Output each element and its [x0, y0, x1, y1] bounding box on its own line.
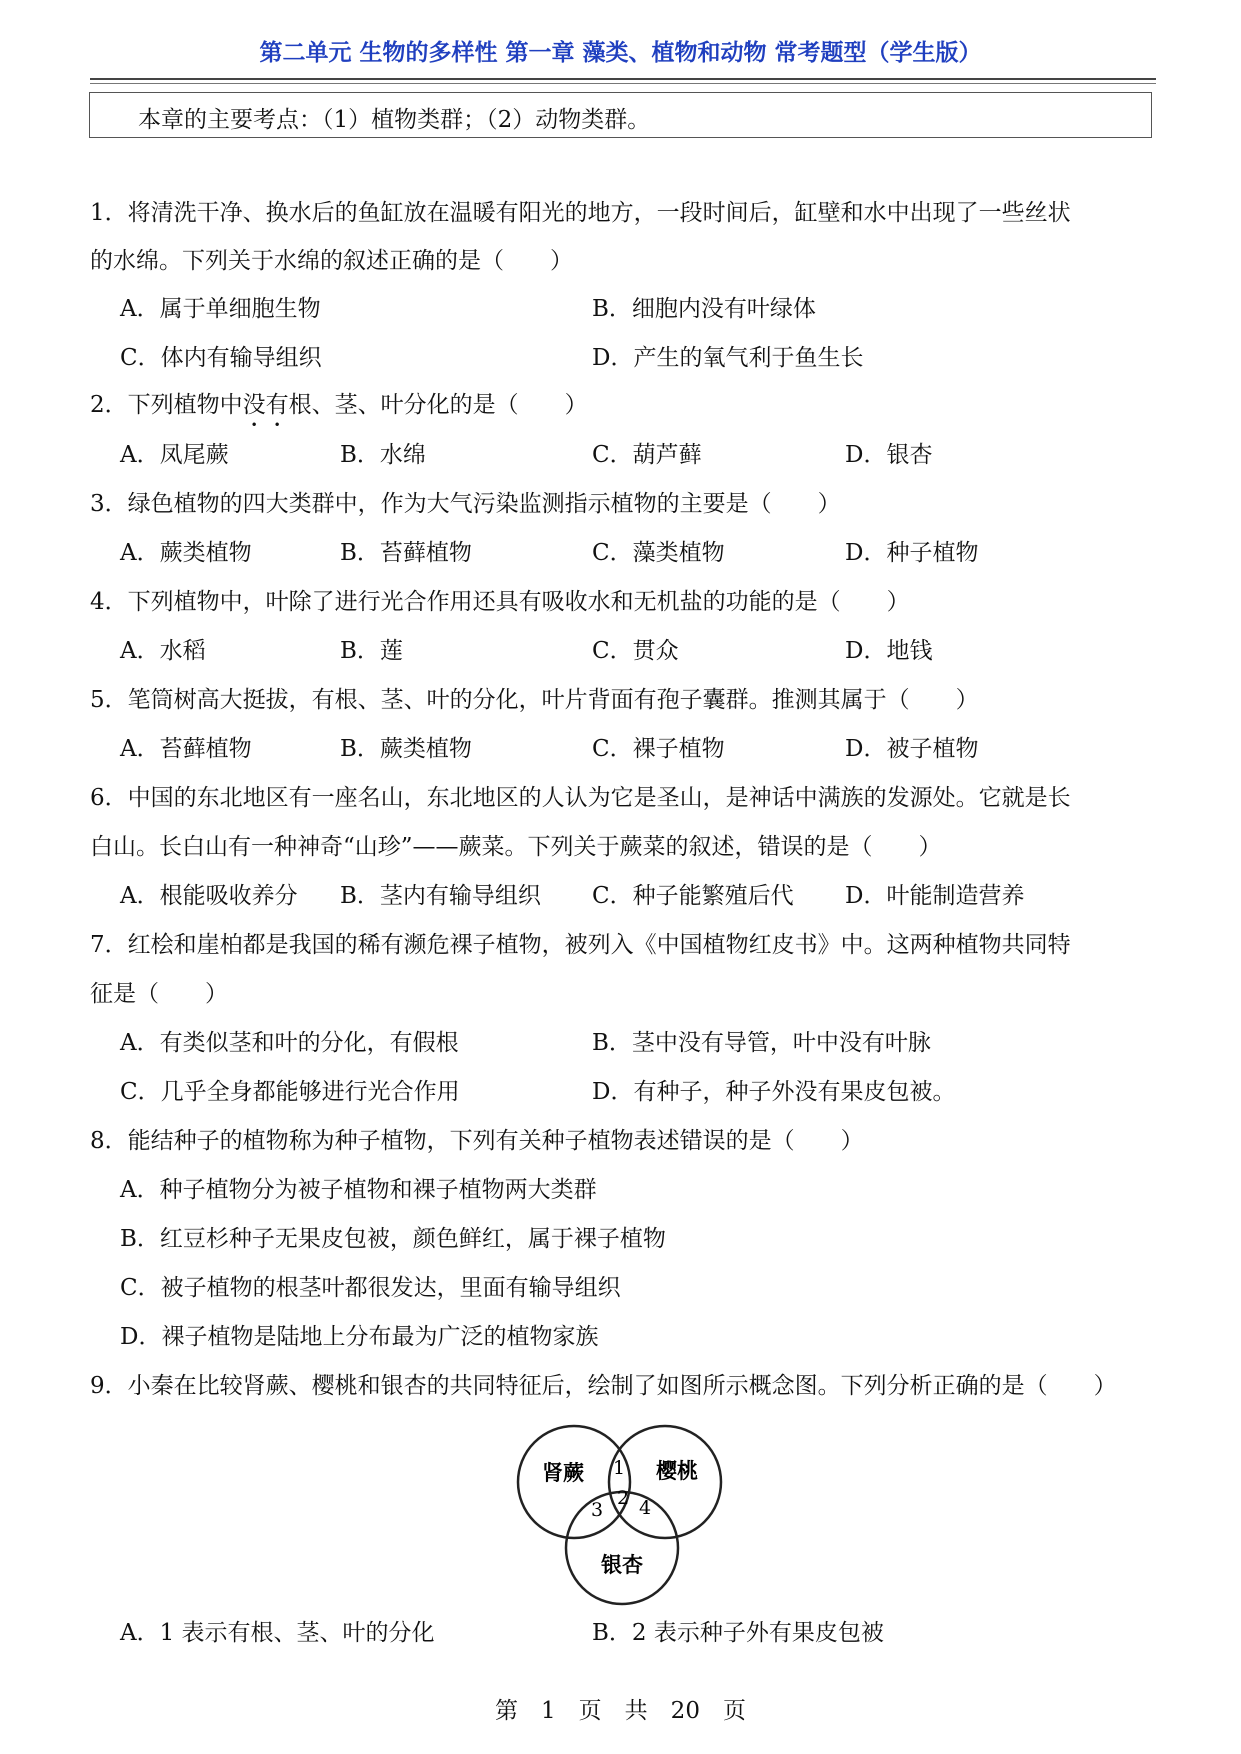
q6-option-d[interactable]: D．叶能制造营养: [845, 883, 1025, 909]
q6-option-b[interactable]: B．茎内有输导组织: [340, 883, 541, 909]
q2-stem: [90, 390, 588, 432]
q2-stem-pre: 2．下列植物中: [90, 392, 243, 418]
page-footer: 第 1 页 共 20 页: [495, 1698, 746, 1724]
q2-option-a[interactable]: A．凤尾蕨: [120, 442, 229, 468]
key-points-box: [89, 92, 1152, 138]
venn-region-4: 4: [638, 1497, 652, 1519]
venn-label-cherry: 樱桃: [656, 1459, 698, 1483]
venn-label-fern: 肾蕨: [542, 1461, 584, 1485]
q4-option-d[interactable]: D．地钱: [845, 638, 933, 664]
q6-stem-line1: 6．中国的东北地区有一座名山，东北地区的人认为它是圣山，是神话中满族的发源处。它就是长: [90, 785, 1071, 811]
q5-option-c[interactable]: C．裸子植物: [592, 736, 725, 762]
q8-stem: 8．能结种子的植物称为种子植物，下列有关种子植物表述错误的是（ ）: [90, 1128, 864, 1154]
q9-option-b[interactable]: B．2 表示种子外有果皮包被: [592, 1620, 884, 1646]
q8-option-d[interactable]: D．裸子植物是陆地上分布最为广泛的植物家族: [120, 1324, 599, 1350]
venn-region-3: 3: [590, 1499, 604, 1521]
venn-region-1: 1: [612, 1457, 626, 1479]
venn-label-ginkgo: 银杏: [601, 1553, 643, 1577]
q7-option-b[interactable]: B．茎中没有导管，叶中没有叶脉: [592, 1030, 931, 1056]
header-rule-top: [90, 78, 1156, 80]
page-header-title: 第二单元 生物的多样性 第一章 藻类、植物和动物 常考题型（学生版）: [259, 40, 982, 66]
venn-diagram: [510, 1418, 740, 1608]
key-points-text: 本章的主要考点：（1）植物类群；（2）动物类群。: [138, 107, 651, 133]
q5-option-b[interactable]: B．蕨类植物: [340, 736, 472, 762]
q1-stem-line1: 1．将清洗干净、换水后的鱼缸放在温暖有阳光的地方，一段时间后，缸壁和水中出现了一些丝状: [90, 200, 1071, 226]
q7-option-c[interactable]: C．几乎全身都能够进行光合作用: [120, 1079, 460, 1105]
q8-option-b[interactable]: B．红豆杉种子无果皮包被，颜色鲜红，属于裸子植物: [120, 1226, 666, 1252]
q7-stem-line1: 7．红桧和崖柏都是我国的稀有濒危裸子植物，被列入《中国植物红皮书》中。这两种植物共同特: [90, 932, 1071, 958]
q3-option-d[interactable]: D．种子植物: [845, 540, 979, 566]
q5-option-a[interactable]: A．苔藓植物: [120, 736, 252, 762]
q6-stem-line2: 白山。长白山有一种神奇“山珍”——蕨菜。下列关于蕨菜的叙述，错误的是（ ）: [90, 834, 942, 860]
header-rule-bottom: [90, 83, 1156, 84]
q1-option-d[interactable]: D．产生的氧气利于鱼生长: [592, 345, 864, 371]
q7-option-d[interactable]: D．有种子，种子外没有果皮包被。: [592, 1079, 956, 1105]
q9-option-a[interactable]: A．1 表示有根、茎、叶的分化: [120, 1620, 435, 1646]
q7-option-a[interactable]: A．有类似茎和叶的分化，有假根: [120, 1030, 459, 1056]
q2-stem-emphasis: 没有: [242, 392, 289, 418]
q2-option-d[interactable]: D．银杏: [845, 442, 933, 468]
q4-option-a[interactable]: A．水稻: [120, 638, 206, 664]
q4-stem: 4．下列植物中，叶除了进行光合作用还具有吸收水和无机盐的功能的是（ ）: [90, 589, 910, 615]
q8-option-a[interactable]: A．种子植物分为被子植物和裸子植物两大类群: [120, 1177, 597, 1203]
q9-stem: 9．小秦在比较肾蕨、樱桃和银杏的共同特征后，绘制了如图所示概念图。下列分析正确的是（ ）: [90, 1373, 1117, 1399]
q1-option-b[interactable]: B．细胞内没有叶绿体: [592, 296, 816, 322]
q3-option-c[interactable]: C．藻类植物: [592, 540, 725, 566]
q2-option-c[interactable]: C．葫芦藓: [592, 442, 702, 468]
q8-option-c[interactable]: C．被子植物的根茎叶都很发达，里面有输导组织: [120, 1275, 621, 1301]
q2-stem-post: 根、茎、叶分化的是（ ）: [288, 392, 588, 418]
q3-stem: 3．绿色植物的四大类群中，作为大气污染监测指示植物的主要是（ ）: [90, 491, 841, 517]
q5-stem: 5．笔筒树高大挺拔，有根、茎、叶的分化，叶片背面有孢子囊群。推测其属于（ ）: [90, 687, 979, 713]
q4-option-c[interactable]: C．贯众: [592, 638, 679, 664]
q4-option-b[interactable]: B．莲: [340, 638, 403, 664]
q2-option-b[interactable]: B．水绵: [340, 442, 426, 468]
q1-option-a[interactable]: A．属于单细胞生物: [120, 296, 321, 322]
q1-stem-line2: 的水绵。下列关于水绵的叙述正确的是（ ）: [90, 248, 573, 274]
q3-option-b[interactable]: B．苔藓植物: [340, 540, 472, 566]
q6-option-a[interactable]: A．根能吸收养分: [120, 883, 298, 909]
q7-stem-line2: 征是（ ）: [90, 981, 228, 1007]
q5-option-d[interactable]: D．被子植物: [845, 736, 979, 762]
q3-option-a[interactable]: A．蕨类植物: [120, 540, 252, 566]
q6-option-c[interactable]: C．种子能繁殖后代: [592, 883, 794, 909]
q1-option-c[interactable]: C．体内有输导组织: [120, 345, 322, 371]
venn-region-2: 2: [616, 1487, 630, 1509]
